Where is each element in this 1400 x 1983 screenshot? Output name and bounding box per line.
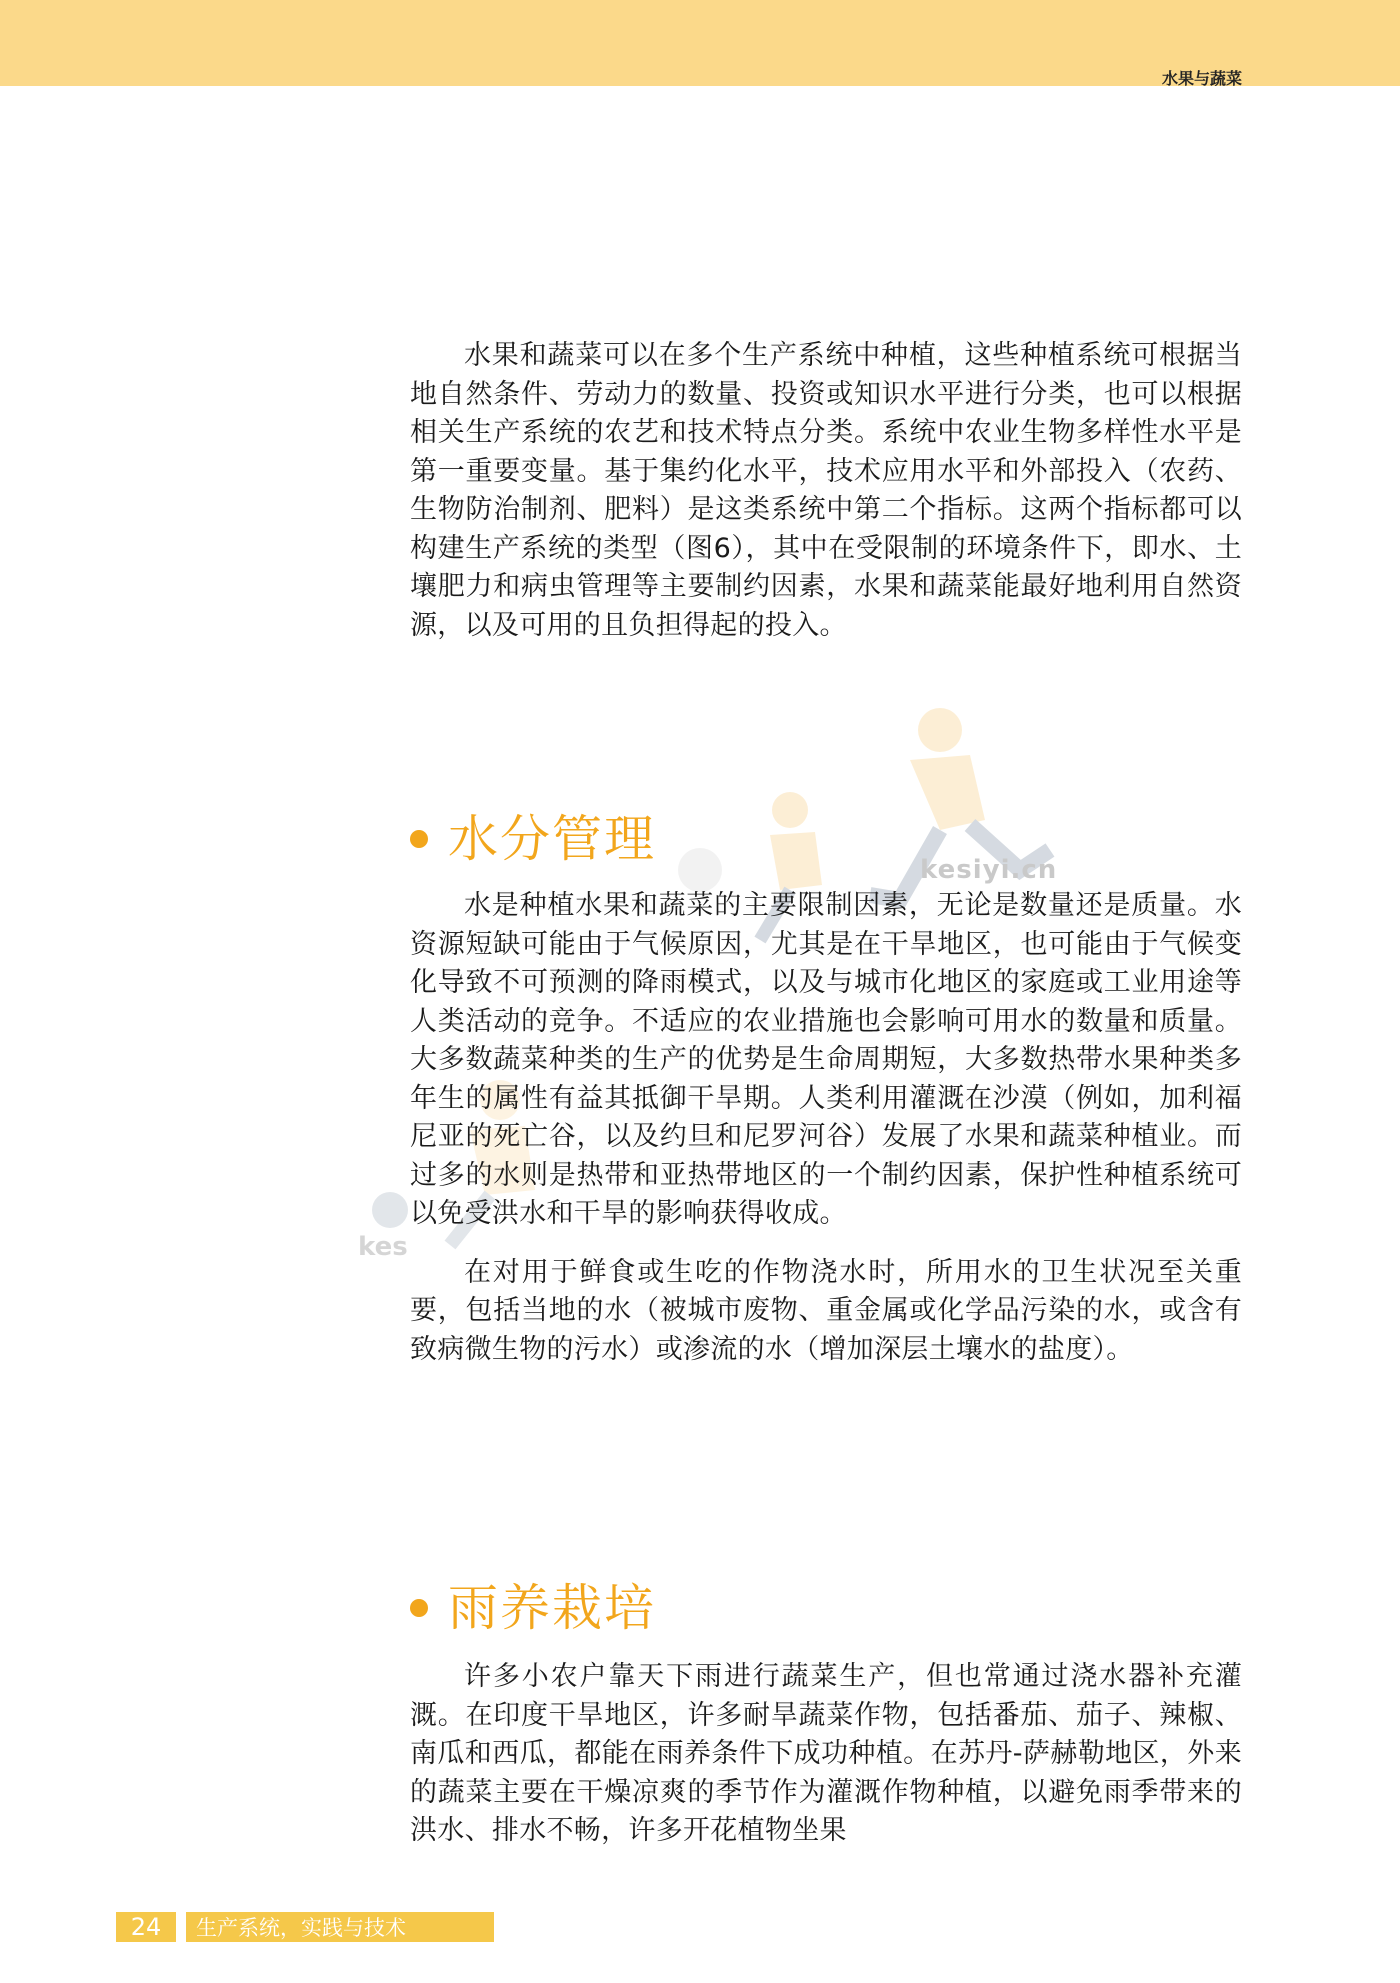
running-title: 水果与蔬菜	[1161, 69, 1242, 88]
section-body-rainfed	[410, 1658, 1242, 1851]
watermark-text: kesiyi.cn	[920, 855, 1058, 885]
intro-block	[410, 337, 1242, 645]
footer-book-title: 生产系统，实践与技术	[186, 1912, 494, 1942]
watermark-text-2: kes	[358, 1232, 408, 1262]
page-number: 24	[116, 1912, 176, 1942]
footer-divider	[176, 1912, 186, 1942]
page-footer	[116, 1912, 494, 1942]
paragraph: 水是种植水果和蔬菜的主要限制因素，无论是数量还是质量。水资源短缺可能由于气候原因，尤其是在干旱地区，也可能由于气候变化导致不可预测的降雨模式，以及与城市化地区的家庭或工业用途等人类活动的竞争。不适应的农业措施也会影响可用水的数量和质量。大多数蔬菜种类的生产的优势是生命周期短，大多数热带水果种类多年生的属性有益其抵御干旱期。人类利用灌溉在沙漠（例如，加利福尼亚的死亡谷，以及约旦和尼罗河谷）发展了水果和蔬菜种植业。而过多的水则是热带和亚热带地区的一个制约因素，保护性种植系统可以免受洪水和干旱的影响获得收成。	[410, 890, 1242, 1229]
intro-paragraph: 水果和蔬菜可以在多个生产系统中种植，这些种植系统可根据当地自然条件、劳动力的数量、投资或知识水平进行分类，也可以根据相关生产系统的农艺和技术特点分类。系统中农业生物多样性水平是第一重要变量。基于集约化水平，技术应用水平和外部投入（农药、生物防治制剂、肥料）是这类系统中第二个指标。这两个指标都可以构建生产系统的类型（图6），其中在受限制的环境条件下，即水、土壤肥力和病虫管理等主要制约因素，水果和蔬菜能最好地利用自然资源，以及可用的且负担得起的投入。	[410, 340, 1242, 641]
bullet-icon	[410, 1599, 428, 1617]
paragraph: 在对用于鲜食或生吃的作物浇水时，所用水的卫生状况至关重要，包括当地的水（被城市废物、重金属或化学品污染的水，或含有致病微生物的污水）或渗流的水（增加深层土壤水的盐度）。	[410, 1256, 1242, 1365]
bullet-icon	[410, 830, 428, 848]
section-body-water	[410, 887, 1242, 1369]
paragraph: 许多小农户靠天下雨进行蔬菜生产，但也常通过浇水器补充灌溉。在印度干旱地区，许多耐旱蔬菜作物，包括番茄、茄子、辣椒、南瓜和西瓜，都能在雨养条件下成功种植。在苏丹-萨赫勒地区，外来的蔬菜主要在干燥凉爽的季节作为灌溉作物种植，以避免雨季带来的洪水、排水不畅，许多开花植物坐果	[410, 1661, 1242, 1846]
section-title: 雨养栽培	[448, 1579, 656, 1637]
section-heading-water	[410, 799, 656, 871]
section-title: 水分管理	[448, 810, 656, 868]
section-heading-rainfed	[410, 1568, 656, 1640]
